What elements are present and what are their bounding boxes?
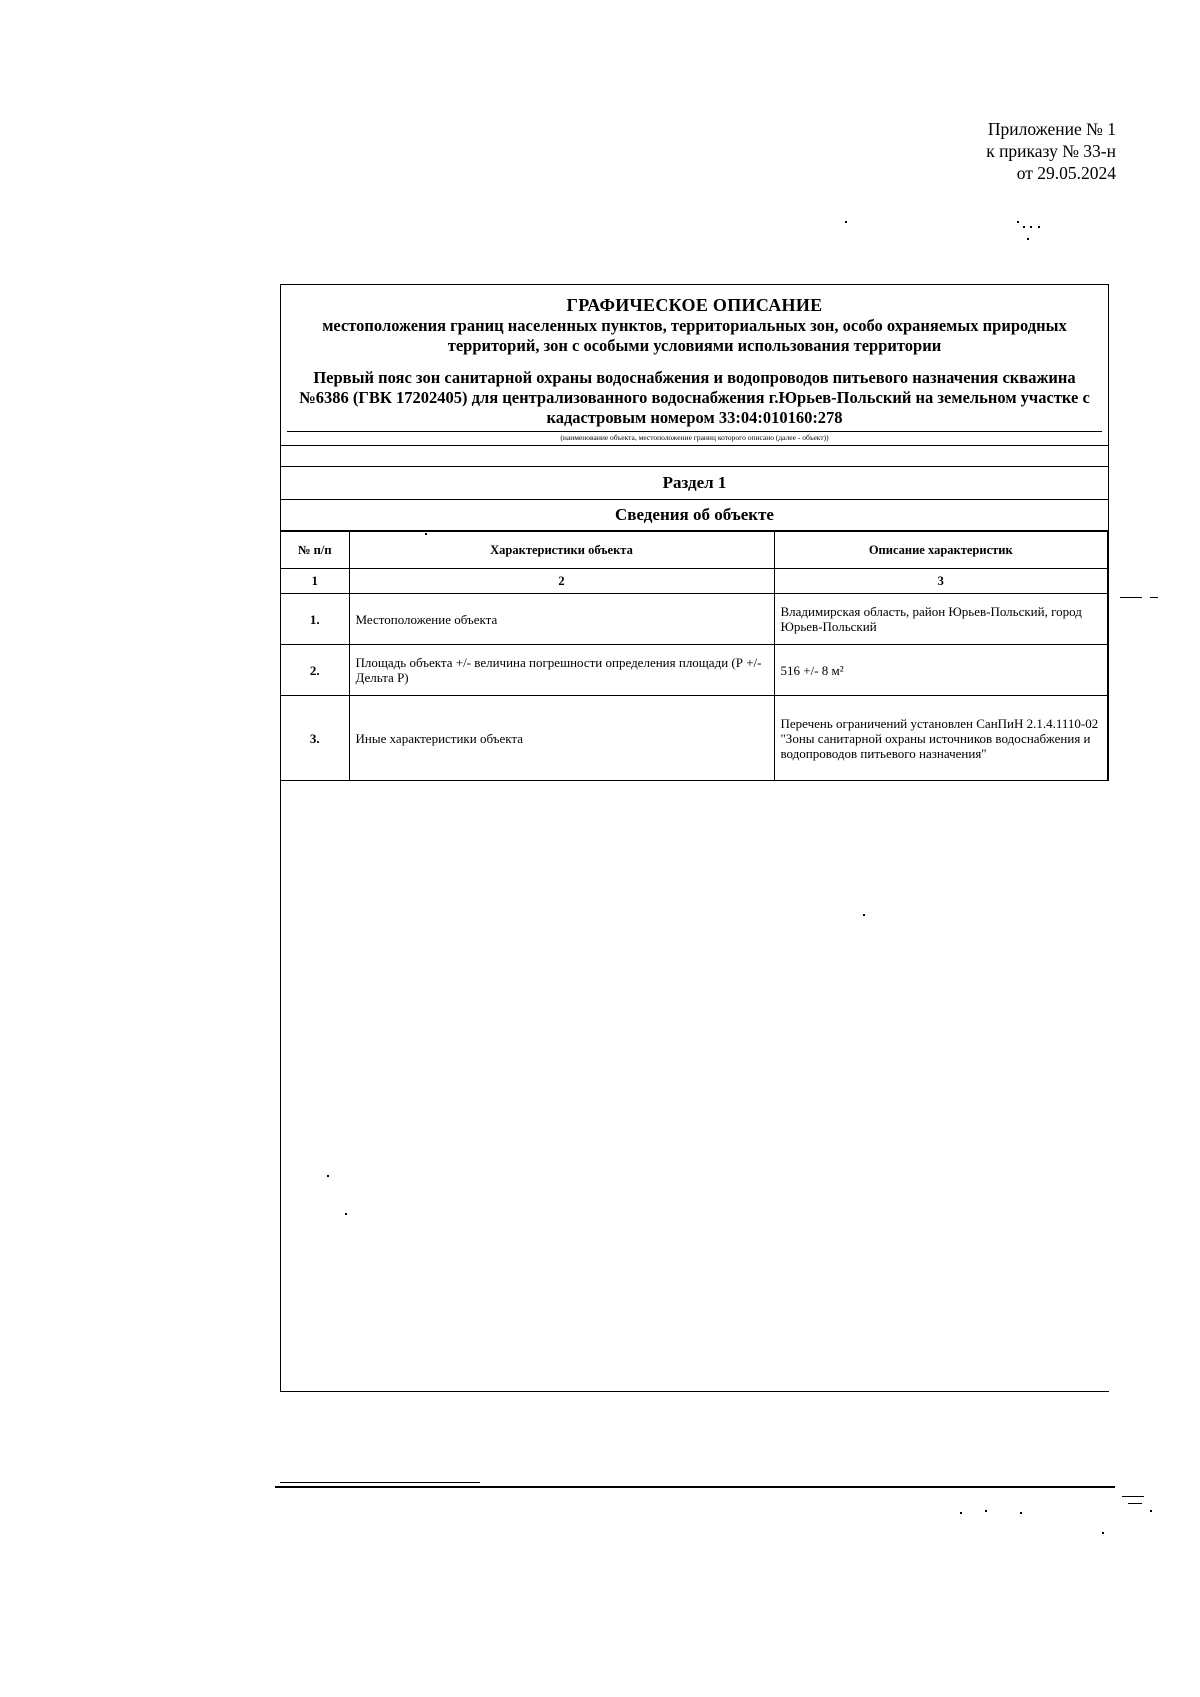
section-label: Раздел 1: [281, 466, 1108, 500]
scan-speck: [1102, 1532, 1104, 1534]
table-header-row: [281, 532, 1108, 569]
scan-speck: [1122, 1496, 1144, 1497]
column-number-row: [281, 569, 1108, 594]
scan-speck: [1150, 597, 1158, 598]
scan-speck: [1017, 221, 1019, 223]
scan-speck: [1020, 1512, 1022, 1514]
scan-speck: [1027, 238, 1029, 240]
divider: [275, 1486, 1115, 1488]
column-header-description: Описание характеристик: [774, 532, 1108, 569]
row-characteristic: Площадь объекта +/- величина погрешности определения площади (Р +/- Дельта Р): [349, 645, 774, 696]
scan-speck: [1120, 597, 1142, 598]
column-header-number: № п/п: [281, 532, 349, 569]
table-row: [281, 594, 1108, 645]
column-number: 1: [281, 569, 349, 594]
object-name-hint: (наименование объекта, местоположение границ которого описано (далее - объект)): [287, 431, 1102, 445]
blank-area: [281, 781, 1109, 1392]
scan-speck: [1038, 226, 1040, 228]
object-info-table: [281, 531, 1108, 781]
table-row: [281, 645, 1108, 696]
row-characteristic: Иные характеристики объекта: [349, 696, 774, 781]
column-number: 2: [349, 569, 774, 594]
document-title: ГРАФИЧЕСКОЕ ОПИСАНИЕ: [566, 295, 823, 315]
divider: [280, 1482, 480, 1483]
row-number: 1.: [281, 594, 349, 645]
row-description: Владимирская область, район Юрьев-Польский, город Юрьев-Польский: [774, 594, 1108, 645]
title-block: [281, 285, 1108, 445]
row-description: Перечень ограничений установлен СанПиН 2.1.4.1110-02 "Зоны санитарной охраны источников водоснабжения и водопроводов питьевого назначения": [774, 696, 1108, 781]
column-header-characteristic: Характеристики объекта: [349, 532, 774, 569]
scan-speck: [1030, 226, 1032, 228]
table-row: [281, 696, 1108, 781]
scan-speck: [960, 1512, 962, 1514]
section-heading: Сведения об объекте: [281, 500, 1108, 531]
appendix-number: Приложение № 1: [987, 119, 1116, 139]
scan-speck: [1023, 226, 1025, 228]
appendix-reference: [986, 118, 1116, 184]
spacer-row: [281, 445, 1108, 466]
order-number: к приказу № 33-н: [986, 141, 1116, 161]
scan-speck: [845, 221, 847, 223]
graphic-description-frame: [280, 284, 1109, 1392]
object-name: Первый пояс зон санитарной охраны водоснабжения и водопроводов питьевого назначения скважина №6386 (ГВК 17202405) для централизованного водоснабжения г.Юрьев-Польский на земельном участке с кадастровым номером 33:04:010160:278: [299, 368, 1090, 427]
scan-speck: [1128, 1503, 1142, 1504]
scan-speck: [985, 1510, 987, 1512]
column-number: 3: [774, 569, 1108, 594]
row-characteristic: Местоположение объекта: [349, 594, 774, 645]
scan-speck: [1150, 1510, 1152, 1512]
order-date: от 29.05.2024: [1016, 163, 1116, 183]
document-subtitle: местоположения границ населенных пунктов, территориальных зон, особо охраняемых природных территорий, зон с особыми условиями использования территории: [322, 316, 1067, 355]
row-description: 516 +/- 8 м²: [774, 645, 1108, 696]
row-number: 3.: [281, 696, 349, 781]
row-number: 2.: [281, 645, 349, 696]
frame-body: [281, 284, 1109, 781]
